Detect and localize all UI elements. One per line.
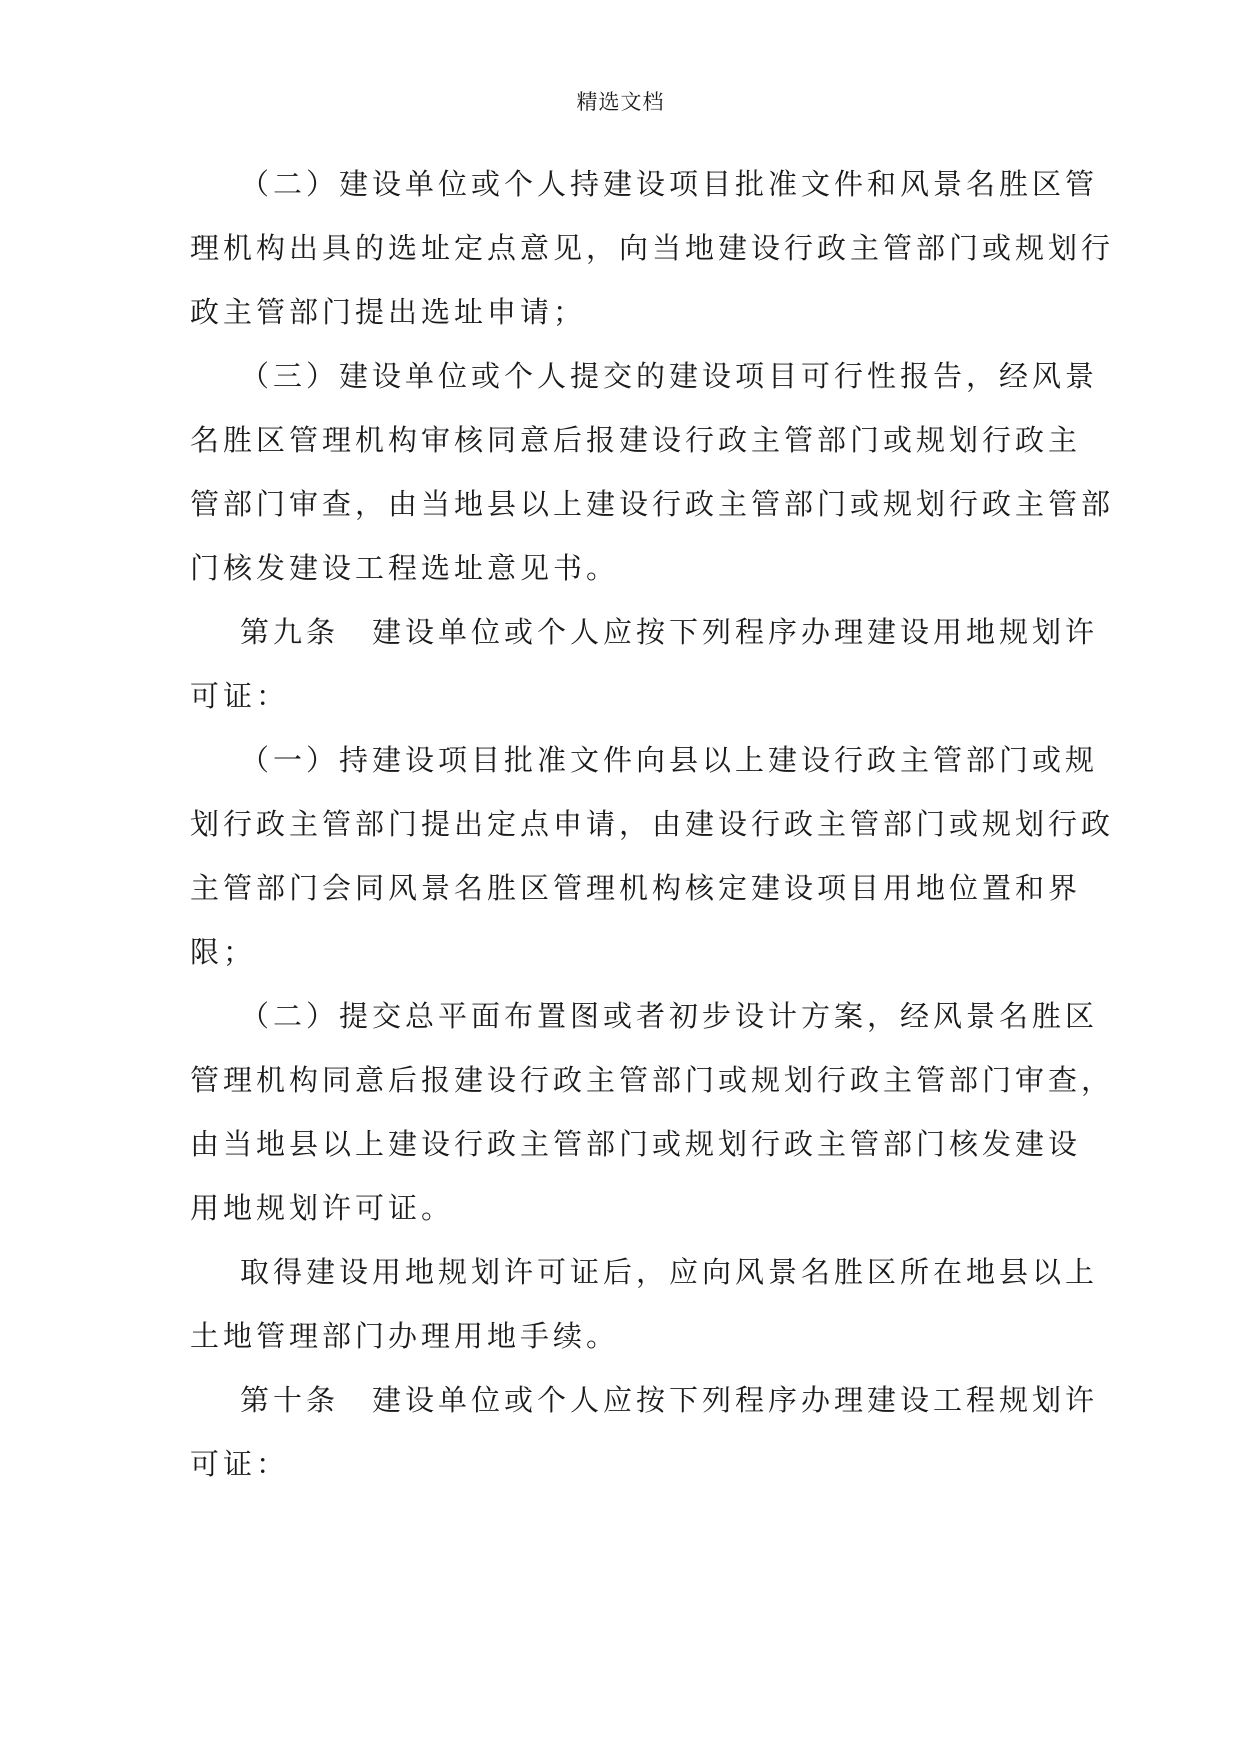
- text-line: 管理机构同意后报建设行政主管部门或规划行政主管部门审查，: [190, 1063, 1115, 1097]
- text-line: 名胜区管理机构审核同意后报建设行政主管部门或规划行政主: [190, 423, 1082, 457]
- text-line: （一）持建设项目批准文件向县以上建设行政主管部门或规: [240, 743, 1099, 777]
- text-line: 用地规划许可证。: [190, 1191, 455, 1225]
- text-line: 理机构出具的选址定点意见，向当地建设行政主管部门或规划行: [190, 231, 1115, 265]
- article-heading-line: 第十条 建设单位或个人应按下列程序办理建设工程规划许: [240, 1383, 1099, 1417]
- text-line: （二）提交总平面布置图或者初步设计方案，经风景名胜区: [240, 999, 1099, 1033]
- text-line: 门核发建设工程选址意见书。: [190, 551, 620, 585]
- text-line: 主管部门会同风景名胜区管理机构核定建设项目用地位置和界: [190, 871, 1082, 905]
- text-line: 划行政主管部门提出定点申请，由建设行政主管部门或规划行政: [190, 807, 1115, 841]
- text-line: 管部门审查，由当地县以上建设行政主管部门或规划行政主管部: [190, 487, 1115, 521]
- article-heading-line: 第九条 建设单位或个人应按下列程序办理建设用地规划许: [240, 615, 1099, 649]
- text-line: 由当地县以上建设行政主管部门或规划行政主管部门核发建设: [190, 1127, 1082, 1161]
- text-line: 可证：: [190, 1447, 290, 1481]
- text-line: 限；: [190, 935, 257, 969]
- text-line: （二）建设单位或个人持建设项目批准文件和风景名胜区管: [240, 167, 1099, 201]
- text-line: 土地管理部门办理用地手续。: [190, 1319, 620, 1353]
- page-header: 精选文档: [576, 90, 665, 114]
- text-line: （三）建设单位或个人提交的建设项目可行性报告，经风景: [240, 359, 1099, 393]
- text-line: 可证：: [190, 679, 290, 713]
- text-line: 取得建设用地规划许可证后，应向风景名胜区所在地县以上: [240, 1255, 1099, 1289]
- text-line: 政主管部门提出选址申请；: [190, 295, 587, 329]
